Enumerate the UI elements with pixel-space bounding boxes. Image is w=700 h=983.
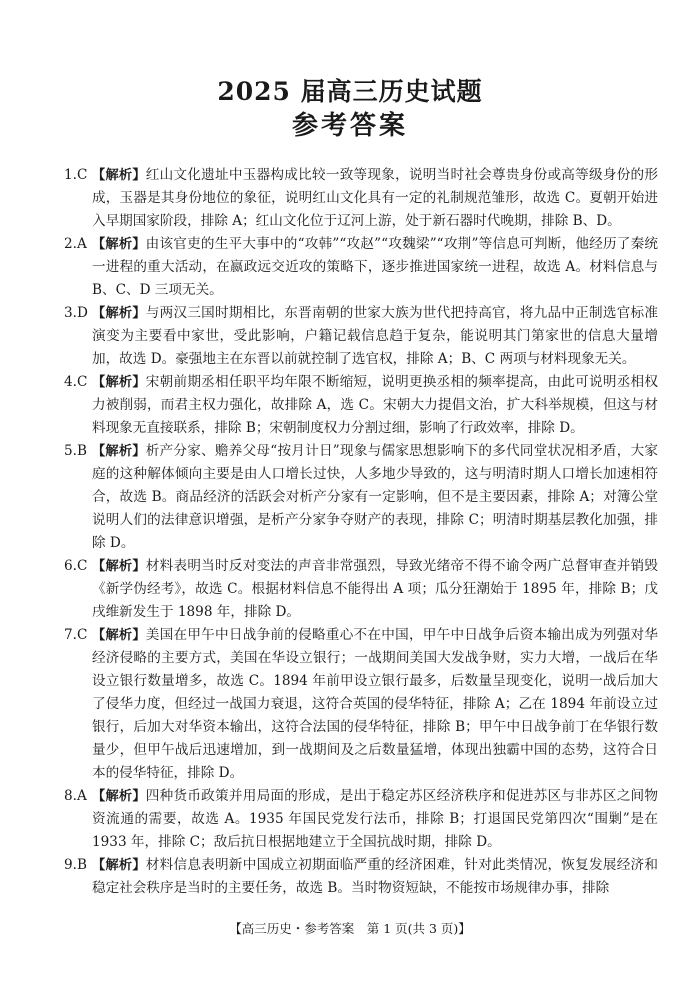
answer-letter: C: [76, 558, 88, 574]
analysis-tag: 【解析】: [92, 789, 146, 804]
question-number: [64, 624, 92, 647]
analysis-text: 由该官吏的生平大事中的“攻韩”“攻赵”“攻魏梁”“攻荆”等信息可判断，他经历了秦统一进程的重大活动，在嬴政远交近攻的策略下，逐步推进国家统一进程，故选 A。材料信息与 B、C、D 三项无关。: [92, 236, 658, 298]
analysis-text: 红山文化遗址中玉器构成比较一致等现象，说明当时社会尊贵身份或高等级身份的形成，玉器是其身份地位的象征，说明红山文化具有一定的礼制规范雏形，故选 C。夏朝开始进入早期国家阶段，排除 A；红山文化位于辽河上游，处于新石器时代晚期，排除 B、D。: [92, 167, 659, 229]
item-number: 7.: [64, 627, 77, 643]
analysis-text: 析产分家、赡养父母“按月计日”现象与儒家思想影响下的多代同堂状况相矛盾，大家庭的这种解体倾向主要是由人口增长过快，人多地少导致的，这与明清时期人口增长加速相符合，故选 B。商品经济的活跃会对析产分家有一定影响，但不是主要因素，排除 A；对簿公堂说明人们的法律意识增强，是析产分家争夺财产的表现，排除 C；明清时期基层教化加强，排除 D。: [92, 443, 659, 551]
page-title: 2025 届高三历史试题: [217, 77, 483, 106]
item-number: 8.: [64, 788, 77, 804]
analysis-text: 材料信息表明新中国成立初期面临严重的经济困难，针对此类情况，恢复发展经济和稳定社会秩序是当时的主要任务，故选 B。当时物资短缺，不能按市场规律办事，排除: [92, 857, 659, 896]
analysis-text: 四种货币政策并用局面的形成，是出于稳定苏区经济秩序和促进苏区与非苏区之间物资流通的需要，故选 A。1935 年国民党发行法币，排除 B；打退国民党第四次“围剿”是在 1933 年，排除 C；敌后抗日根据地建立于全国抗战时期，排除 D。: [92, 788, 659, 850]
question-number: [64, 854, 92, 877]
question-number: [64, 164, 92, 187]
answer-item: [64, 371, 658, 440]
answer-item: [64, 440, 658, 555]
question-number: [64, 555, 92, 578]
item-number: 2.: [64, 236, 77, 252]
item-number: 6.: [64, 558, 77, 574]
answer-item: [64, 233, 658, 302]
answer-item: [64, 624, 658, 785]
question-number: [64, 233, 92, 256]
answer-letter: C: [76, 167, 88, 183]
question-number: [64, 440, 92, 463]
analysis-text: 宋朝前期丞相任职平均年限不断缩短，说明更换丞相的频率提高，由此可说明丞相权力被削弱，而君主权力强化，故排除 A，选 C。宋朝大力提倡文治，扩大科举规模，但这与材料现象无直接联系，排除 B；宋朝制度权力分割过细，影响了行政效率，排除 D。: [92, 374, 659, 436]
answer-item: [64, 164, 658, 233]
answer-letter: C: [76, 627, 88, 643]
answer-item: [64, 555, 658, 624]
answer-letter: B: [76, 443, 87, 459]
answer-letter: A: [76, 788, 87, 804]
answer-item: [64, 302, 658, 371]
page-subtitle: 参考答案: [291, 111, 408, 141]
answer-letter: A: [76, 236, 87, 252]
item-number: 4.: [64, 374, 77, 390]
analysis-tag: 【解析】: [92, 168, 146, 183]
item-number: 3.: [64, 305, 77, 321]
analysis-tag: 【解析】: [92, 858, 146, 873]
answer-item: [64, 785, 658, 854]
analysis-tag: 【解析】: [92, 444, 146, 459]
analysis-text: 与两汉三国时期相比，东晋南朝的世家大族为世代把持高官，将九品中正制选官标准演变为主要看中家世，受此影响，户籍记载信息趋于复杂，能说明其门第家世的信息大量增加，故选 D。豪强地主在东晋以前就控制了选官权，排除 A；B、C 两项与材料现象无关。: [92, 305, 659, 367]
answer-letter: D: [76, 305, 88, 321]
question-number: [64, 302, 92, 325]
analysis-text: 材料表明当时反对变法的声音非常强烈，导致光绪帝不得不谕令两广总督审查并销毁《新学伪经考》，故选 C。根据材料信息不能得出 A 项；瓜分狂潮始于 1895 年，排除 B；戊戌维新发生于 1898 年，排除 D。: [92, 558, 659, 620]
analysis-tag: 【解析】: [92, 559, 146, 574]
question-number: [64, 785, 92, 808]
page-footer: 【高三历史・参考答案 第 1 页(共 3 页)】: [229, 921, 471, 936]
question-number: [64, 371, 92, 394]
analysis-tag: 【解析】: [92, 375, 146, 390]
item-number: 9.: [64, 857, 77, 873]
answer-list: [64, 164, 658, 900]
item-number: 1.: [64, 167, 77, 183]
item-number: 5.: [64, 443, 77, 459]
analysis-tag: 【解析】: [92, 628, 146, 643]
answer-letter: C: [76, 374, 88, 390]
analysis-tag: 【解析】: [92, 237, 146, 252]
analysis-text: 美国在甲午中日战争前的侵略重心不在中国，甲午中日战争后资本输出成为列强对华经济侵略的主要方式，美国在华设立银行；一战期间美国大发战争财，实力大增，一战后在华设立银行数量增多，故选 C。1894 年前甲设立银行最多，后数量呈现变化，说明一战后加大了侵华力度，但经过一战国力衰退，这符合英国的侵华特征，排除 A；乙在 1894 年前设立过银行，后加大对华资本输出，这符合法国的侵华特征，排除 B；甲午中日战争前丁在华银行数量少，但甲午战后迅速增加，到一战期间及之后数量猛增，体现出独霸中国的态势，这符合日本的侵华特征，排除 D。: [92, 627, 659, 781]
answer-letter: B: [76, 857, 87, 873]
analysis-tag: 【解析】: [92, 306, 146, 321]
answer-item: [64, 854, 658, 900]
